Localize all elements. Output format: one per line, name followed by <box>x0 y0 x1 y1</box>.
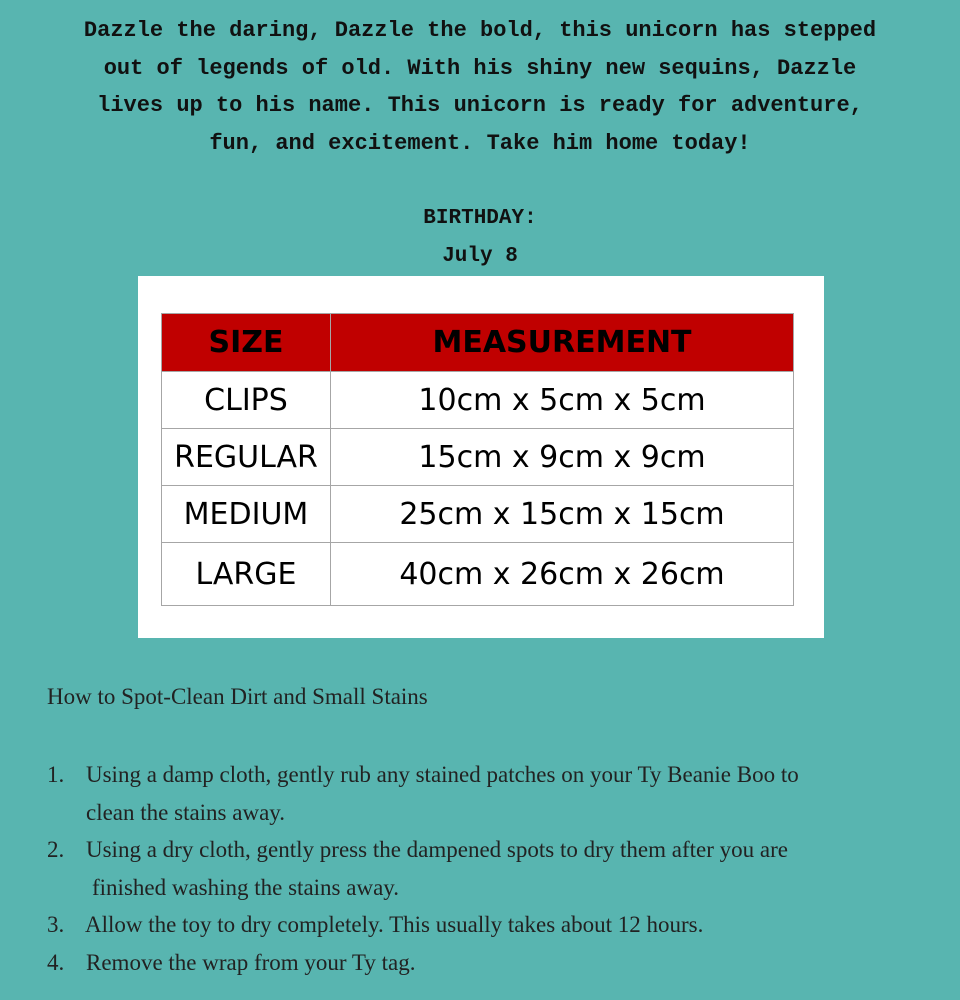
list-item <box>47 944 927 982</box>
birthday-value: July 8 <box>442 245 518 268</box>
measurement-cell: 25cm x 15cm x 15cm <box>331 486 794 543</box>
description-line: Dazzle the daring, Dazzle the bold, this unicorn has stepped <box>83 18 877 43</box>
step-text <box>86 756 927 831</box>
size-cell: CLIPS <box>162 372 331 429</box>
size-cell: LARGE <box>162 543 331 606</box>
size-cell: REGULAR <box>162 429 331 486</box>
measurement-cell: 10cm x 5cm x 5cm <box>331 372 794 429</box>
table-row <box>162 543 794 606</box>
description-line: fun, and excitement. Take him home today! <box>209 130 751 156</box>
step-text-line: Using a dry cloth, gently press the dampened spots to dry them after you are <box>86 837 788 862</box>
step-text-line: Remove the wrap from your Ty tag. <box>86 949 416 975</box>
step-text-line: finished washing the stains away. <box>92 874 400 900</box>
table-row <box>162 486 794 543</box>
table-row <box>162 429 794 486</box>
header-size: SIZE <box>162 314 331 372</box>
care-instructions-title: How to Spot-Clean Dirt and Small Stains <box>47 684 428 709</box>
table-header-row <box>162 314 794 372</box>
size-table <box>161 313 794 606</box>
step-number: 1. <box>47 762 65 787</box>
measurement-cell: 40cm x 26cm x 26cm <box>331 543 794 606</box>
step-number: 3. <box>47 912 65 937</box>
birthday-label: BIRTHDAY: <box>423 207 537 230</box>
step-text-line: clean the stains away. <box>86 799 286 825</box>
birthday-block <box>0 200 960 276</box>
step-text-line: Using a damp cloth, gently rub any stained patches on your Ty Beanie Boo to <box>86 762 799 787</box>
care-steps-list <box>47 756 927 981</box>
header-measurement: MEASUREMENT <box>331 314 794 372</box>
description-line: out of legends of old. With his shiny new sequins, Dazzle <box>103 55 857 81</box>
size-chart-panel <box>138 276 824 638</box>
step-text <box>86 944 927 982</box>
step-text-line: Allow the toy to dry completely. This usually takes about 12 hours. <box>85 912 704 937</box>
step-text <box>86 831 927 906</box>
list-item <box>47 906 927 944</box>
list-item <box>47 831 927 906</box>
step-text <box>85 906 927 944</box>
product-description <box>0 12 960 162</box>
table-row <box>162 372 794 429</box>
list-item <box>47 756 927 831</box>
description-line: lives up to his name. This unicorn is ready for adventure, <box>97 93 863 118</box>
size-cell: MEDIUM <box>162 486 331 543</box>
step-number: 2. <box>47 837 65 862</box>
step-number: 4. <box>47 949 65 975</box>
measurement-cell: 15cm x 9cm x 9cm <box>331 429 794 486</box>
